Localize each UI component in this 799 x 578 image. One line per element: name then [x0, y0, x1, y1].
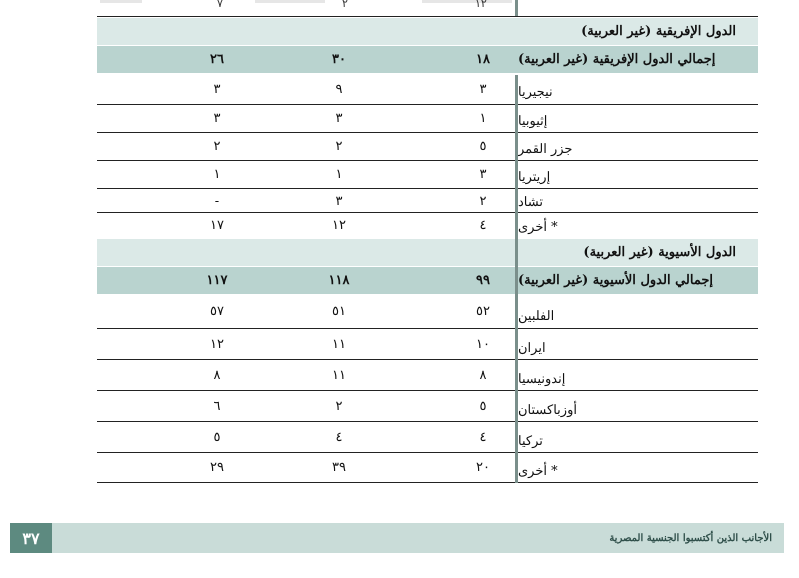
column-divider [515, 0, 518, 16]
cell-value: ٤ [479, 218, 487, 233]
cell-value: ٥ [479, 398, 487, 414]
row-divider [97, 16, 758, 17]
section-header-asia [97, 239, 758, 266]
cell-value: ٣ [335, 111, 343, 126]
total-value: ١١٨ [328, 273, 350, 288]
cell-value: ٤ [479, 429, 487, 445]
country-name: تركيا [518, 434, 543, 449]
stub-value: ٧ [217, 0, 223, 8]
cell-value: ٥ [213, 429, 221, 445]
cell-value: ١١ [332, 367, 346, 383]
column-divider [515, 75, 518, 239]
cell-value: ٩ [335, 81, 343, 97]
country-name: ايران [518, 341, 546, 356]
country-name: جزر القمر [518, 142, 573, 157]
table-row [97, 161, 758, 188]
country-name: أوزباكستان [518, 403, 577, 418]
header-tab [255, 0, 325, 3]
country-name: * أخرى [518, 464, 558, 479]
header-tab [422, 0, 512, 3]
header-tab [100, 0, 142, 3]
total-value: ٢٦ [210, 52, 224, 67]
cell-value: ٣ [213, 81, 221, 97]
cell-value: ٣ [213, 111, 221, 126]
cell-value: ١١ [332, 336, 346, 352]
cell-value: ٢٠ [476, 460, 490, 475]
cell-value: ٢٩ [210, 460, 224, 475]
country-name: إريتريا [518, 170, 551, 185]
cell-value: ٨ [213, 367, 221, 383]
cell-value: ١٧ [210, 218, 224, 233]
table-row [97, 133, 758, 160]
table-row [97, 75, 758, 103]
country-name: نيجيريا [518, 85, 553, 100]
previous-rows-fragment [97, 0, 758, 16]
country-name: الفلبين [518, 309, 555, 324]
table-row [97, 105, 758, 132]
total-row-asia [97, 267, 758, 294]
cell-value: - [214, 193, 220, 209]
table-row [97, 391, 758, 421]
country-name: تشاد [518, 195, 543, 210]
column-divider [515, 239, 518, 295]
cell-value: ٥٢ [476, 303, 490, 319]
stub-value: ١٢ [475, 0, 487, 8]
page-footer [10, 523, 784, 553]
cell-value: ١٠ [476, 336, 490, 352]
stub-value: ٢ [342, 0, 348, 8]
page-number: ٣٧ [10, 523, 52, 553]
country-name: إندونيسيا [518, 372, 566, 387]
cell-value: ٣ [335, 193, 343, 209]
total-value: ٩٩ [476, 273, 490, 288]
column-divider [515, 295, 518, 483]
cell-value: ٢ [213, 139, 221, 154]
table-row [97, 295, 758, 327]
total-value: ٣٠ [332, 52, 346, 67]
total-row-africa [97, 46, 758, 73]
total-value: ١٨ [476, 52, 490, 67]
cell-value: ٥١ [332, 303, 346, 319]
section-title: الدول الأسيوية (غير العربية) [583, 245, 736, 260]
total-label: إجمالي الدول الأسيوية (غير العربية) [518, 273, 714, 288]
table-bottom-rule [97, 482, 758, 483]
total-label: إجمالي الدول الإفريقية (غير العربية) [518, 52, 716, 67]
footer-title: الأجانب الذين أكتسبوا الجنسية المصرية [609, 532, 772, 544]
cell-value: ٨ [479, 367, 487, 383]
cell-value: ٢ [335, 139, 343, 154]
cell-value: ٣ [479, 81, 487, 97]
table-row [97, 360, 758, 390]
total-value: ١١٧ [206, 273, 228, 288]
table-row [97, 422, 758, 452]
cell-value: ١ [479, 111, 487, 126]
cell-value: ١ [213, 167, 221, 182]
cell-value: ١٢ [210, 336, 224, 352]
country-name: * أخرى [518, 220, 558, 235]
table-row [97, 329, 758, 359]
cell-value: ٣ [479, 167, 487, 182]
cell-value: ١٢ [332, 218, 346, 233]
country-name: إثيوبيا [518, 114, 548, 129]
cell-value: ٦ [213, 398, 221, 414]
table-row [97, 213, 758, 238]
table-row [97, 189, 758, 213]
table-row [97, 453, 758, 482]
cell-value: ٢ [479, 193, 487, 209]
cell-value: ٥٧ [210, 303, 224, 319]
cell-value: ٤ [335, 429, 343, 445]
cell-value: ٢ [335, 398, 343, 414]
cell-value: ٥ [479, 139, 487, 154]
cell-value: ١ [335, 167, 343, 182]
section-header-africa [97, 18, 758, 45]
section-title: الدول الإفريقية (غير العربية) [581, 24, 736, 39]
nationality-table [97, 18, 758, 484]
cell-value: ٣٩ [332, 460, 346, 475]
